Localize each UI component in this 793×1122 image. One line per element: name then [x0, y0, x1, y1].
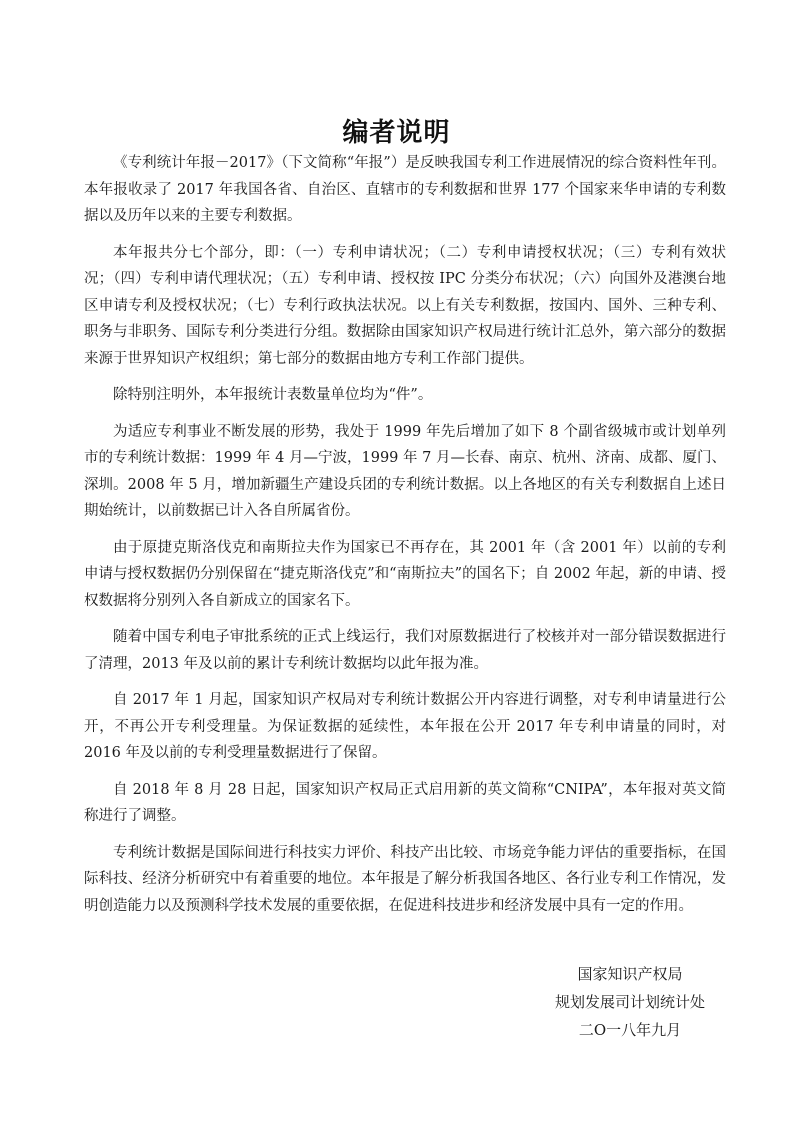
paragraph-units: 除特别注明外，本年报统计表数量单位均为“件”。	[113, 387, 433, 403]
paragraph-cnipa: 自 2018 年 8 月 28 日起，国家知识产权局正式启用新的英文简称“CNIPA”，本年报对英文简称进行了调整。	[84, 781, 726, 824]
signature-dept: 规划发展司计划统计处	[554, 993, 705, 1011]
paragraph-former-countries: 由于原捷克斯洛伐克和南斯拉夫作为国家已不再存在，其 2001 年（含 2001 年）以前的专利申请与授权数据仍分别保留在“捷克斯洛伐克”和“南斯拉夫”的国名下；自 2002 年起，新的申请、授权数据将分别列入各自新成立的国家名下。	[84, 539, 726, 609]
paragraph-cities: 为适应专利事业不断发展的形势，我处于 1999 年先后增加了如下 8 个副省级城市或计划单列市的专利统计数据：1999 年 4 月—宁波，1999 年 7 月—长春、南京、杭州、济南、成都、厦门、深圳。2008 年 5 月，增加新疆生产建设兵团的专利统计数据。以上各地区的有关专利数据自上述日期始统计，以前数据已计入各自所属省份。	[84, 423, 726, 519]
document-body	[84, 150, 726, 929]
signature-block	[555, 960, 705, 1044]
paragraph-structure: 本年报共分七个部分，即：（一）专利申请状况；（二）专利申请授权状况；（三）专利有效状况；（四）专利申请代理状况；（五）专利申请、授权按 IPC 分类分布状况；（六）向国外及港澳台地区申请专利及授权状况；（七）专利行政执法状况。以上有关专利数据，按国内、国外、三种专利、职务与非职务、国际专利分类进行分组。数据除由国家知识产权局进行统计汇总外，第六部分的数据来源于世界知识产权组织；第七部分的数据由地方专利工作部门提供。	[84, 244, 726, 367]
paragraph-intro: 《专利统计年报－2017》（下文简称“年报”）是反映我国专利工作进展情况的综合资料性年刊。本年报收录了 2017 年我国各省、自治区、直辖市的专利数据和世界 177 个国家来华申请的专利数据以及历年以来的主要专利数据。	[84, 155, 726, 224]
signature-org: 国家知识产权局	[577, 965, 683, 983]
paragraph-data-cleanup: 随着中国专利电子审批系统的正式上线运行，我们对原数据进行了校核并对一部分错误数据进行了清理，2013 年及以前的累计专利统计数据均以此年报为准。	[84, 629, 726, 672]
paragraph-disclosure-change: 自 2017 年 1 月起，国家知识产权局对专利统计数据公开内容进行调整，对专利申请量进行公开，不再公开专利受理量。为保证数据的延续性，本年报在公开 2017 年专利申请量的同时，对 2016 年及以前的专利受理量数据进行了保留。	[84, 692, 726, 761]
paragraph-importance: 专利统计数据是国际间进行科技实力评价、科技产出比较、市场竞争能力评估的重要指标，在国际科技、经济分析研究中有着重要的地位。本年报是了解分析我国各地区、各行业专利工作情况，发明创造能力以及预测科学技术发展的重要依据，在促进科技进步和经济发展中具有一定的作用。	[84, 844, 726, 914]
signature-date: 二O一八年九月	[578, 1021, 682, 1039]
page-title: 编者说明	[342, 118, 451, 149]
